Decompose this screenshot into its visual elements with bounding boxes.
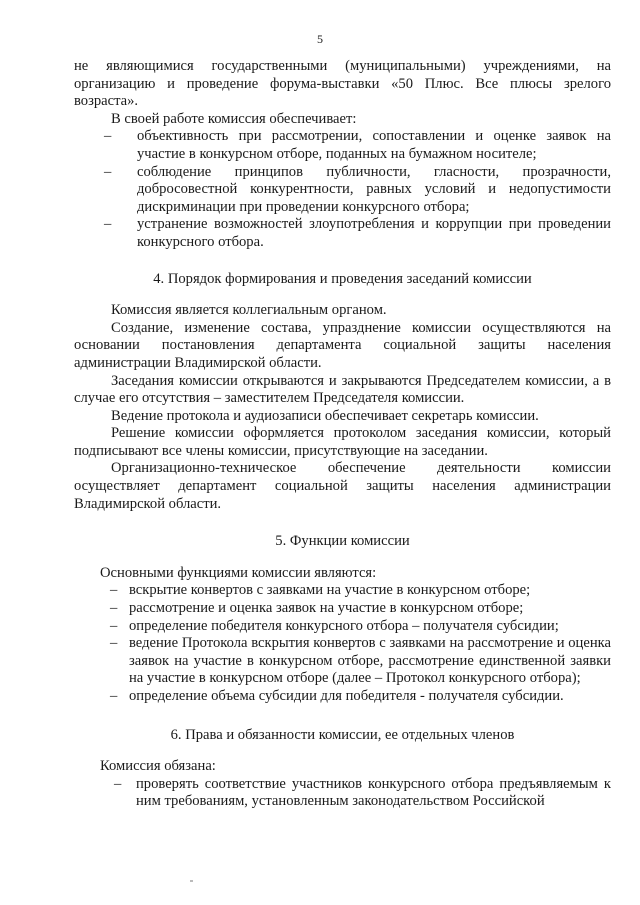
dash-marker: – bbox=[110, 600, 118, 617]
function-item: – вскрытие конвертов с заявками на участие в конкурсном отборе; bbox=[110, 582, 531, 599]
ensures-item: – устранение возможностей злоупотребления и коррупции при проведении конкурсного отбора. bbox=[104, 216, 611, 250]
intro-continuation: не являющимися государственными (муниципальными) учреждениями, на организацию и проведение форума-выставки «50 Плюс. Все плюсы зрелого возраста». bbox=[74, 58, 611, 110]
section-6-lead: Комиссия обязана: bbox=[100, 758, 216, 775]
ensures-lead: В своей работе комиссия обеспечивает: bbox=[111, 110, 357, 127]
function-item: – определение победителя конкурсного отбора – получателя субсидии; bbox=[110, 617, 559, 634]
scan-speck bbox=[190, 880, 193, 882]
ensures-item: – соблюдение принципов публичности, гласности, прозрачности, добросовестной конкурентности, равных условий и недопустимости дискриминации при проведении конкурсного отбора; bbox=[104, 163, 611, 215]
dash-marker: – bbox=[110, 617, 118, 634]
section-4-title: 4. Порядок формирования и проведения заседаний комиссии bbox=[153, 270, 532, 287]
dash-marker: – bbox=[104, 128, 112, 145]
section-4-paragraph: Создание, изменение состава, упразднение комиссии осуществляются на основании постановления департамента социальной защиты населения администрации Владимирской области. bbox=[74, 319, 611, 371]
section-6-title: 6. Права и обязанности комиссии, ее отдельных членов bbox=[170, 726, 515, 743]
function-item: – ведение Протокола вскрытия конвертов с заявками на рассмотрение и оценка заявок на участие в конкурсном отборе, рассмотрение единственной заявки на участие в конкурсном отборе (далее – Протокол конкурсного отбора); bbox=[110, 635, 611, 687]
dash-marker: – bbox=[110, 582, 118, 599]
section-5-title: 5. Функции комиссии bbox=[275, 533, 410, 550]
duty-item: – проверять соответствие участников конкурсного отбора предъявляемым к ним требованиям, установленным законодательством Российской bbox=[114, 775, 611, 810]
section-5-lead: Основными функциями комиссии являются: bbox=[100, 564, 377, 581]
dash-marker: – bbox=[104, 163, 112, 180]
ensures-item: – объективность при рассмотрении, сопоставлении и оценке заявок на участие в конкурсном отборе, поданных на бумажном носителе; bbox=[104, 128, 611, 162]
function-item: – рассмотрение и оценка заявок на участие в конкурсном отборе; bbox=[110, 600, 524, 617]
dash-marker: – bbox=[114, 775, 122, 792]
dash-marker: – bbox=[110, 688, 118, 704]
section-4-paragraph: Решение комиссии оформляется протоколом заседания комиссии, который подписывают все члены комиссии, присутствующие на заседании. bbox=[74, 425, 611, 459]
section-4-paragraph: Ведение протокола и аудиозаписи обеспечивает секретарь комиссии. bbox=[111, 407, 539, 424]
section-4-paragraph: Заседания комиссии открываются и закрываются Председателем комиссии, а в случае его отсутствия – заместителем Председателя комиссии. bbox=[74, 372, 611, 407]
function-item: – определение объема субсидии для победителя - получателя субсидии. bbox=[110, 688, 564, 704]
section-4-paragraph: Комиссия является коллегиальным органом. bbox=[111, 302, 387, 319]
dash-marker: – bbox=[104, 216, 112, 233]
dash-marker: – bbox=[110, 635, 118, 652]
document-body bbox=[74, 58, 611, 811]
section-4-paragraph: Организационно-техническое обеспечение деятельности комиссии осуществляет департамент социальной защиты населения администрации Владимирской области. bbox=[74, 460, 611, 512]
page-number: 5 bbox=[317, 32, 323, 46]
